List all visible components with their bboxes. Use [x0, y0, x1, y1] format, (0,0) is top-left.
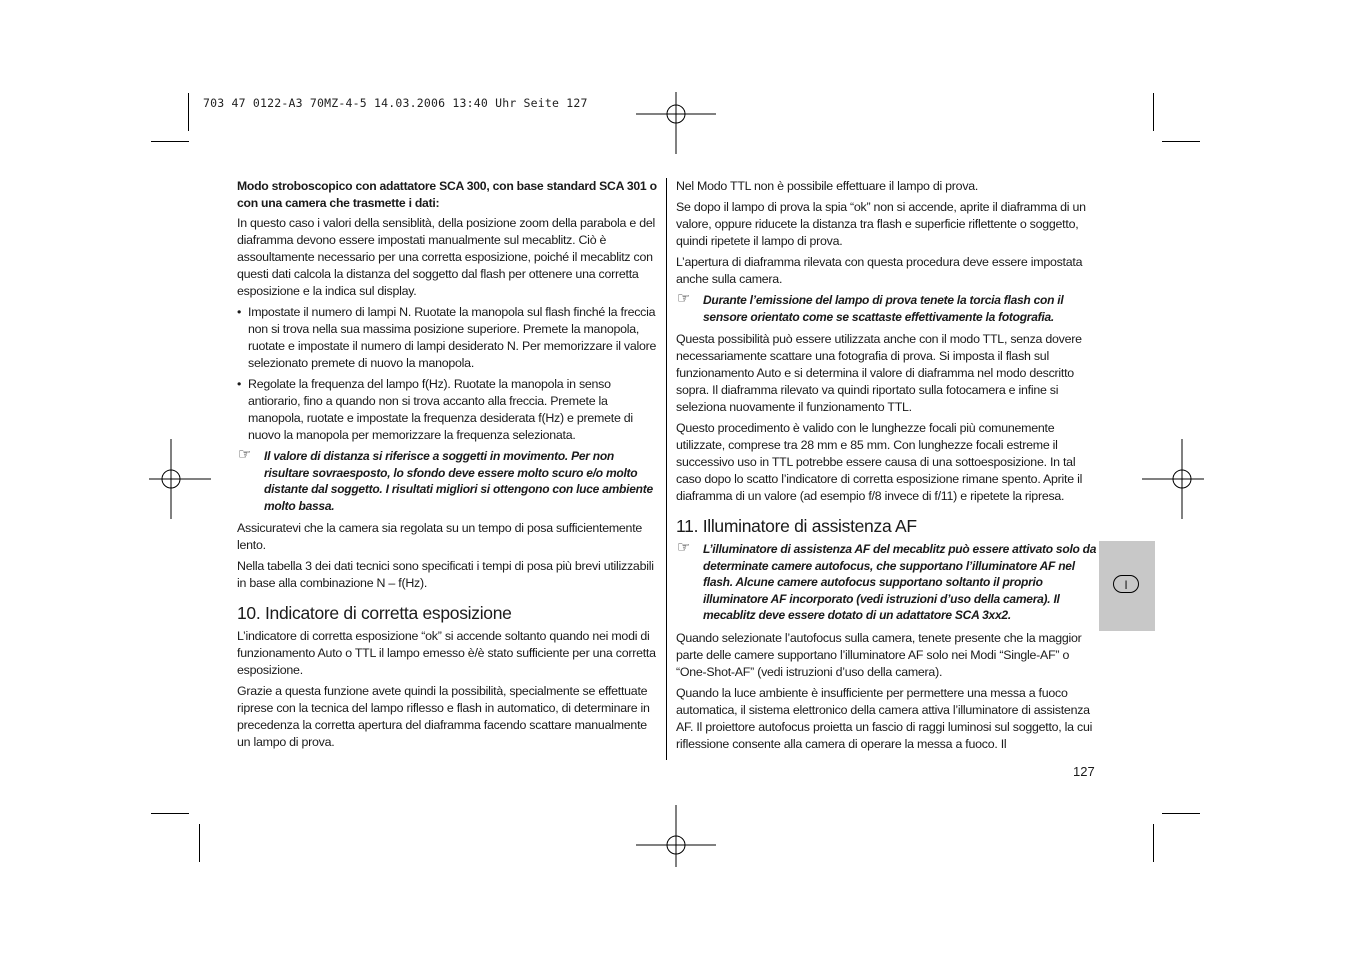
note-text: Il valore di distanza si riferisce a soggetti in movimento. Per non risultare sovraesposto, lo sfondo deve essere molto scuro e/o molto distante dal soggetto. I risultati migliori si ottengono con luce ambiente molto bassa. — [264, 449, 653, 513]
crop-mark-tl-v — [188, 93, 189, 131]
column-divider — [666, 178, 667, 760]
crop-mark-bl-h — [151, 813, 189, 814]
paragraph: Se dopo il lampo di prova la spia “ok” non si accende, aprite il diaframma di un valore, oppure riducete la distanza tra flash e superficie riflettente o soggetto, quindi ripetete il lampo di prova. — [676, 200, 1086, 248]
print-slug-line: 703 47 0122-A3 70MZ-4-5 14.03.2006 13:40 Uhr Seite 127 — [203, 96, 588, 110]
left-column — [237, 178, 659, 755]
paragraph: Quando la luce ambiente è insufficiente per permettere una messa a fuoco automatica, il sistema elettronico della camera attiva l’illuminatore di assistenza AF. Il proiettore autofocus proietta un fascio di raggi luminosi sul soggetto, la cui riflessione consente alla camera di operare la messa a fuoco. Il — [676, 685, 1093, 751]
note-text: L’illuminatore di assistenza AF del mecablitz può essere attivato solo da determinate camere autofocus, che supportano l’illuminatore AF nel flash. Alcune camere autofocus supportano soltanto il proprio illuminatore AF incorporato (vedi istruzioni d’uso della camera). Il mecablitz deve essere dotato di un adattatore SCA 3xx2. — [703, 542, 1097, 622]
crop-mark-bl-v — [199, 824, 200, 862]
registration-mark-right — [1142, 439, 1222, 519]
bullet-text: Regolate la frequenza del lampo f(Hz). Ruotate la manopola in senso antiorario, fino a quando non si trova accanto alla freccia. Premete la manopola, ruotate e impostate la frequenza desiderata f(Hz) e premete di nuovo la manopola per memorizzare la frequenza selezionata. — [248, 377, 633, 442]
stroboscopic-mode-lead: Modo stroboscopico con adattatore SCA 300, con base standard SCA 301 o con una camera che trasmette i dati: — [237, 179, 657, 210]
crop-mark-br-h — [1162, 813, 1200, 814]
paragraph: Quando selezionate l’autofocus sulla camera, tenete presente che la maggior parte delle camere supportano l’illuminatore AF solo nei Modi “Single-AF” o “One-Shot-AF” (vedi istruzioni d’uso della camera). — [676, 630, 1082, 679]
paragraph: Nella tabella 3 dei dati tecnici sono specificati i tempi di posa più brevi utilizzabili in base alla combinazione N – f(Hz). — [237, 559, 654, 590]
bullet-dot: • — [237, 305, 242, 319]
language-badge: I — [1113, 575, 1139, 593]
paragraph: L’indicatore di corretta esposizione “ok” si accende soltanto quando nei modi di funzionamento Auto o TTL il lampo emesso è/è stato sufficiente per una corretta esposizione. — [237, 629, 656, 677]
right-column — [676, 178, 1100, 757]
pointing-hand-icon: ☞ — [677, 539, 691, 556]
crop-mark-tl-h — [151, 141, 189, 142]
bullet-item — [237, 304, 659, 372]
page-number: 127 — [1073, 764, 1095, 779]
section-heading-10: 10. Indicatore di corretta esposizione — [237, 603, 512, 623]
note — [676, 292, 1100, 325]
paragraph: Grazie a questa funzione avete quindi la possibilità, specialmente se effettuate riprese con la tecnica del lampo riflesso e flash in automatico, di determinare in precedenza la corretta apertura del diaframma facendo scattare manualmente un lampo di prova. — [237, 684, 650, 749]
registration-mark-left — [131, 439, 211, 519]
registration-mark-top — [636, 74, 716, 154]
paragraph: L’apertura di diaframma rilevata con questa procedura deve essere impostata anche sulla camera. — [676, 255, 1083, 286]
paragraph: In questo caso i valori della sensiblità, della posizione zoom della parabola e del diaframma devono essere impostati manualmente sul mecablitz. Ciò è assoultamente necessario per una corretta esposizione, poiché il mecablitz con questi dati calcola la distanza del soggetto dal flash per ottenere una corretta esposizione e la indica sul display. — [237, 216, 656, 298]
bullet-dot: • — [237, 377, 242, 391]
section-heading-11: 11. Illuminatore di assistenza AF — [676, 516, 917, 536]
crop-mark-br-v — [1153, 824, 1154, 862]
note — [676, 541, 1100, 624]
paragraph: Assicuratevi che la camera sia regolata su un tempo di posa sufficientemente lento. — [237, 521, 643, 552]
paragraph: Questo procedimento è valido con le lunghezze focali più comunemente utilizzate, comprese tra 28 mm e 85 mm. Con lunghezze focali estreme il successivo uso in TTL potrebbe essere causa di una sottoesposizione. In tal caso dopo lo scatto l’indicatore di corretta esposizione rimane spento. Aprite il diaframma di un valore (ad esempio f/8 invece di f/11) e ripetete la ripresa. — [676, 421, 1083, 503]
pointing-hand-icon: ☞ — [677, 290, 691, 307]
pointing-hand-icon: ☞ — [238, 446, 252, 463]
note — [237, 448, 659, 514]
paragraph: Nel Modo TTL non è possibile effettuare il lampo di prova. — [676, 179, 979, 193]
registration-mark-bottom — [636, 805, 716, 885]
paragraph: Questa possibilità può essere utilizzata anche con il modo TTL, senza dovere necessariamente scattare una fotografia di prova. Si imposta il flash sul funzionamento Auto e si determina il valore di diaframma nel modo descritto sopra. Il diaframma rilevato va quindi riportato sulla fotocamera e infine si seleziona nuovamente il funzionamento TTL. — [676, 332, 1082, 414]
bullet-item — [237, 376, 659, 444]
note-text: Durante l’emissione del lampo di prova tenete la torcia flash con il sensore orientato come se scattaste effettivamente la fotografia. — [703, 293, 1064, 324]
language-tab — [1099, 541, 1155, 631]
bullet-text: Impostate il numero di lampi N. Ruotate la manopola sul flash finché la freccia non si trova nella sua massima posizione superiore. Premete la manopola, ruotate e impostate il numero di lampi desiderato N. Per memorizzare il valore selezionato premete di nuovo la manopola. — [248, 305, 657, 370]
crop-mark-tr-v — [1153, 93, 1154, 131]
crop-mark-tr-h — [1162, 141, 1200, 142]
